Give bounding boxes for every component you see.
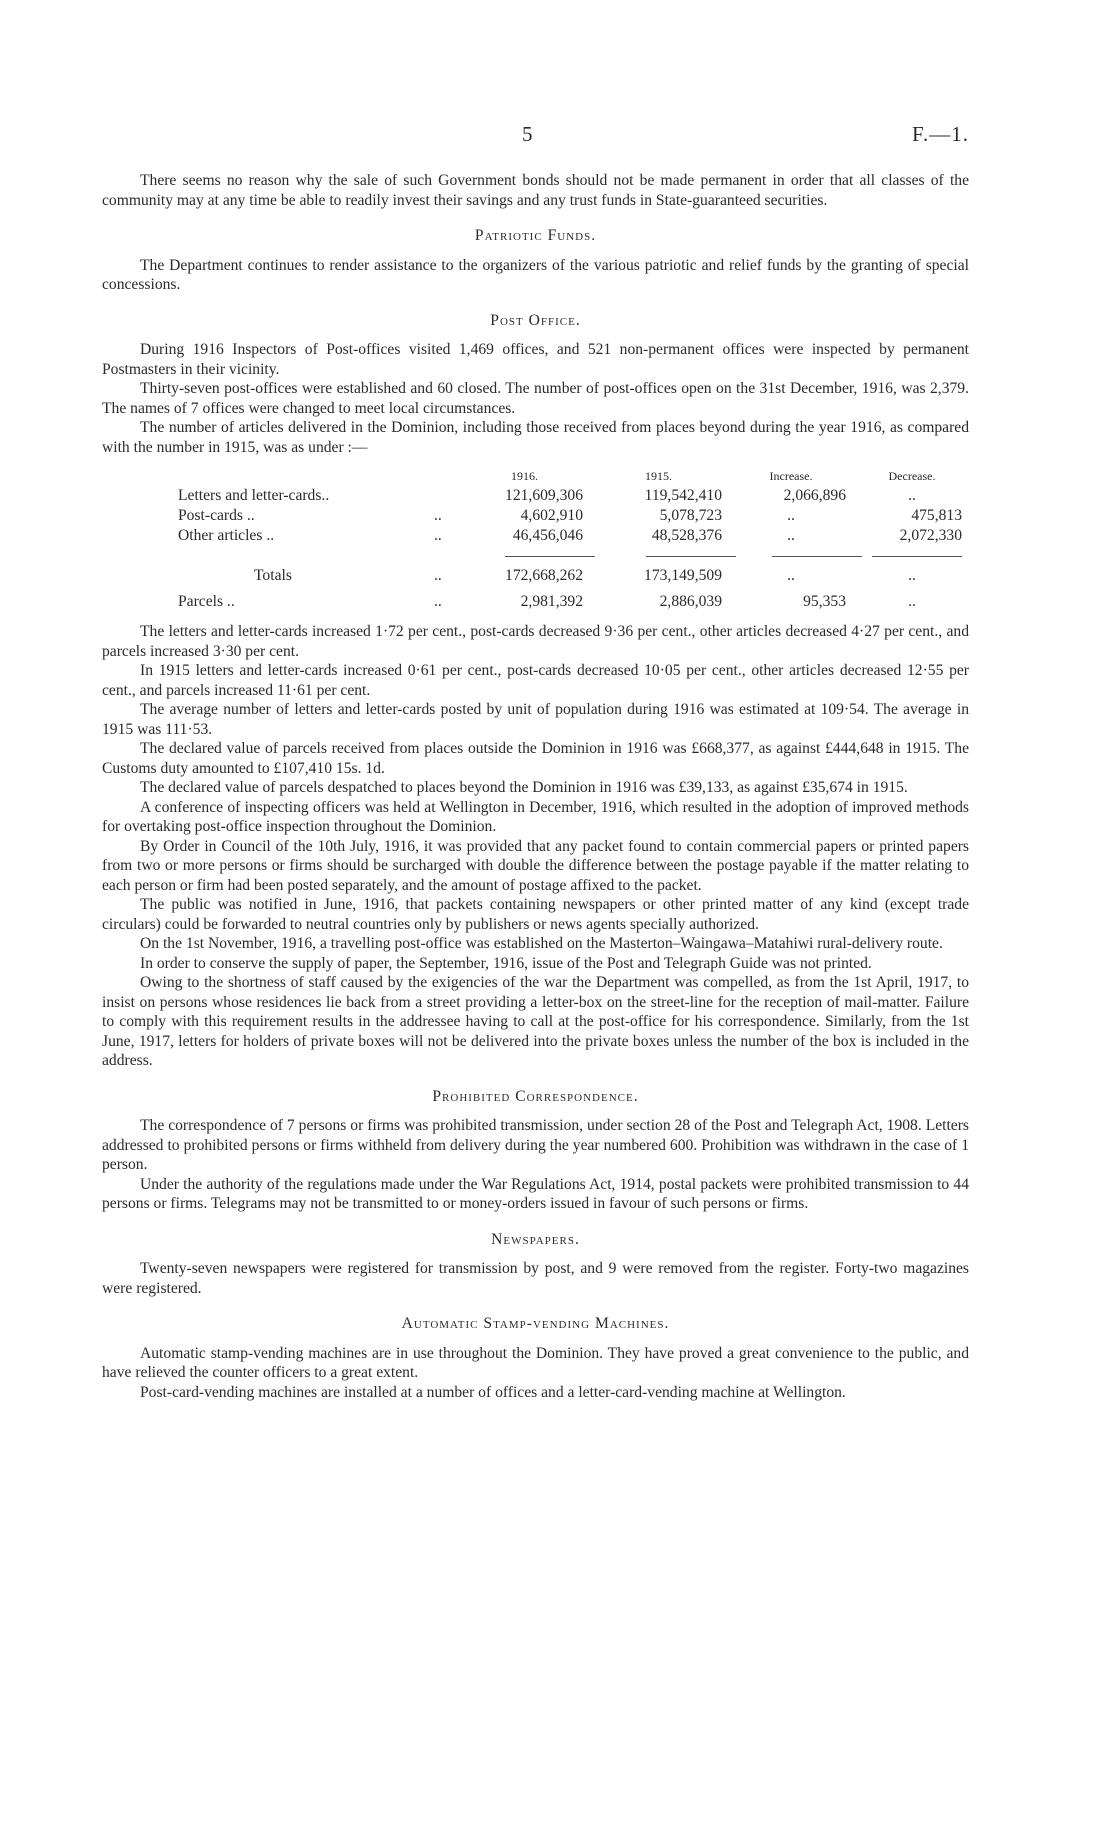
section-heading-stamp-vending-machines: Automatic Stamp-vending Machines. bbox=[401, 1315, 670, 1332]
post-office-paragraph: During 1916 Inspectors of Post-offices visited 1,469 offices, and 521 non-permanent offices were inspected by permanent Postmasters in their vicinity. bbox=[102, 341, 969, 378]
post-office-paragraph: A conference of inspecting officers was held at Wellington in December, 1916, which resulted in the adoption of improved methods for overtaking post-office inspection throughout the Dominion. bbox=[102, 798, 969, 835]
total-rule bbox=[646, 556, 736, 557]
stamp-vending-paragraph: Post-card-vending machines are installed at a number of offices and a letter-card-vending machine at Wellington. bbox=[140, 1383, 846, 1401]
cell-1916: 4,602,910 bbox=[520, 507, 583, 524]
cell-1916: 46,456,046 bbox=[512, 527, 583, 544]
column-header-increase: Increase. bbox=[769, 468, 813, 483]
cell-increase: .. bbox=[787, 567, 795, 584]
cell-decrease: 2,072,330 bbox=[899, 527, 962, 544]
table-totals-row bbox=[178, 566, 962, 586]
page-header bbox=[102, 122, 969, 152]
page-number: 5 bbox=[522, 122, 533, 146]
table-row bbox=[178, 506, 962, 526]
total-rule bbox=[505, 556, 595, 557]
section-heading-patriotic-funds: Patriotic Funds. bbox=[474, 227, 597, 244]
cell-decrease: 475,813 bbox=[911, 507, 962, 524]
cell-increase: 95,353 bbox=[803, 593, 846, 610]
cell-decrease: .. bbox=[908, 487, 916, 504]
row-leader-dots: .. bbox=[434, 593, 442, 610]
post-office-paragraph: The declared value of parcels received from places outside the Dominion in 1916 was £668,377, as against £444,648 in 1915. The Customs duty amounted to £107,410 15s. 1d. bbox=[102, 740, 969, 777]
cell-1915: 119,542,410 bbox=[644, 487, 722, 504]
cell-1915: 173,149,509 bbox=[644, 567, 722, 584]
cell-decrease: .. bbox=[908, 567, 916, 584]
section-heading-post-office: Post Office. bbox=[490, 311, 581, 329]
row-leader-dots bbox=[434, 486, 466, 506]
cell-1916: 2,981,392 bbox=[520, 593, 583, 610]
row-label: Post-cards .. bbox=[178, 507, 255, 524]
table-rule-row bbox=[178, 546, 962, 560]
cell-increase: .. bbox=[787, 527, 795, 544]
table-row bbox=[178, 486, 962, 506]
post-office-paragraph: On the 1st November, 1916, a travelling post-office was established on the Masterton–Waingawa–Matahiwi rural-delivery route. bbox=[140, 935, 943, 952]
post-office-paragraph: In 1915 letters and letter-cards increased 0·61 per cent., post-cards decreased 10·05 per cent., other articles decreased 12·55 per cent., and parcels increased 11·61 per cent. bbox=[102, 662, 969, 699]
cell-increase: .. bbox=[787, 507, 795, 524]
prohibited-paragraph: Under the authority of the regulations made under the War Regulations Act, 1914, postal packets were prohibited transmission to 44 persons or firms. Telegrams may not be transmitted to or money-orders issued in favour of such persons or firms. bbox=[102, 1175, 969, 1212]
prohibited-paragraph: The correspondence of 7 persons or firms was prohibited transmission, under section 28 of the Post and Telegraph Act, 1908. Letters addressed to prohibited persons or firms withheld from delivery during the year numbered 600. Prohibition was withdrawn in the case of 1 person. bbox=[102, 1117, 969, 1173]
total-rule bbox=[772, 556, 862, 557]
cell-1915: 5,078,723 bbox=[659, 507, 722, 524]
table-header-row bbox=[178, 465, 962, 486]
stamp-vending-paragraph: Automatic stamp-vending machines are in use throughout the Dominion. They have proved a great convenience to the public, and have relieved the counter officers to a great extent. bbox=[102, 1344, 969, 1381]
post-office-paragraph: Owing to the shortness of staff caused by the exigencies of the war the Department was compelled, as from the 1st April, 1917, to insist on persons whose residences lie back from a street providing a letter-box on the street-line for the reception of mail-matter. Failure to comply with this requirement results in the addressee having to call at the post-office for his correspondence. Similarly, from the 1st June, 1917, letters for holders of private boxes will not be delivered into the private boxes unless the number of the box is included in the address. bbox=[102, 974, 969, 1069]
newspapers-paragraph: Twenty-seven newspapers were registered for transmission by post, and 9 were removed from the register. Forty-two magazines were registered. bbox=[102, 1260, 969, 1297]
cell-1915: 2,886,039 bbox=[659, 593, 722, 610]
column-header-1915: 1915. bbox=[645, 468, 672, 483]
row-label: Totals bbox=[254, 567, 292, 584]
cell-1916: 172,668,262 bbox=[505, 567, 583, 584]
section-heading-prohibited-correspondence: Prohibited Correspondence. bbox=[432, 1087, 639, 1105]
cell-1916: 121,609,306 bbox=[505, 487, 583, 504]
table-row bbox=[178, 526, 962, 546]
document-code: F.—1. bbox=[912, 122, 969, 146]
row-label: Parcels .. bbox=[178, 593, 235, 610]
cell-increase: 2,066,896 bbox=[783, 487, 846, 504]
patriotic-paragraph: The Department continues to render assistance to the organizers of the various patriotic and relief funds by the granting of special concessions. bbox=[102, 256, 969, 293]
post-office-paragraph: The number of articles delivered in the Dominion, including those received from places beyond during the year 1916, as compared with the number in 1915, was as under :— bbox=[102, 419, 969, 456]
row-label: Letters and letter-cards.. bbox=[178, 487, 330, 504]
section-heading-newspapers: Newspapers. bbox=[491, 1230, 580, 1248]
row-leader-dots: .. bbox=[434, 527, 442, 544]
row-label: Other articles .. bbox=[178, 527, 275, 544]
row-leader-dots: .. bbox=[434, 507, 442, 524]
post-office-paragraph: In order to conserve the supply of paper, the September, 1916, issue of the Post and Telegraph Guide was not printed. bbox=[140, 954, 872, 972]
row-leader-dots: .. bbox=[434, 567, 442, 584]
post-office-paragraph: By Order in Council of the 10th July, 1916, it was provided that any packet found to contain commercial papers or printed papers from two or more persons or firms should be surcharged with double the difference between the postage payable if the matter relating to each person or firm had been posted separately, and the amount of postage affixed to the packet. bbox=[102, 837, 969, 894]
column-header-decrease: Decrease. bbox=[888, 468, 936, 483]
post-office-paragraph: The average number of letters and letter-cards posted by unit of population during 1916 was estimated at 109·54. The average in 1915 was 111·53. bbox=[102, 701, 969, 738]
intro-paragraph: There seems no reason why the sale of such Government bonds should not be made permanent in order that all classes of the community may at any time be able to readily invest their savings and any trust funds in State-guaranteed securities. bbox=[102, 172, 969, 209]
body-text bbox=[102, 171, 969, 1402]
column-header-1916: 1916. bbox=[511, 468, 538, 483]
cell-1915: 48,528,376 bbox=[651, 527, 722, 544]
cell-decrease: .. bbox=[908, 593, 916, 610]
post-office-paragraph: The public was notified in June, 1916, that packets containing newspapers or other printed matter of any kind (except trade circulars) could be forwarded to neutral countries only by publishers or news agents specially authorized. bbox=[102, 896, 969, 933]
post-office-paragraph: The declared value of parcels despatched to places beyond the Dominion in 1916 was £39,133, as against £35,674 in 1915. bbox=[140, 779, 908, 796]
total-rule bbox=[872, 556, 962, 557]
post-office-paragraph: The letters and letter-cards increased 1·72 per cent., post-cards decreased 9·36 per cent., other articles decreased 4·27 per cent., and parcels increased 3·30 per cent. bbox=[102, 623, 969, 660]
post-office-paragraph: Thirty-seven post-offices were established and 60 closed. The number of post-offices open on the 31st December, 1916, was 2,379. The names of 7 offices were changed to meet local circumstances. bbox=[102, 380, 969, 417]
articles-delivered-table bbox=[178, 465, 962, 612]
table-row-parcels bbox=[178, 592, 962, 612]
